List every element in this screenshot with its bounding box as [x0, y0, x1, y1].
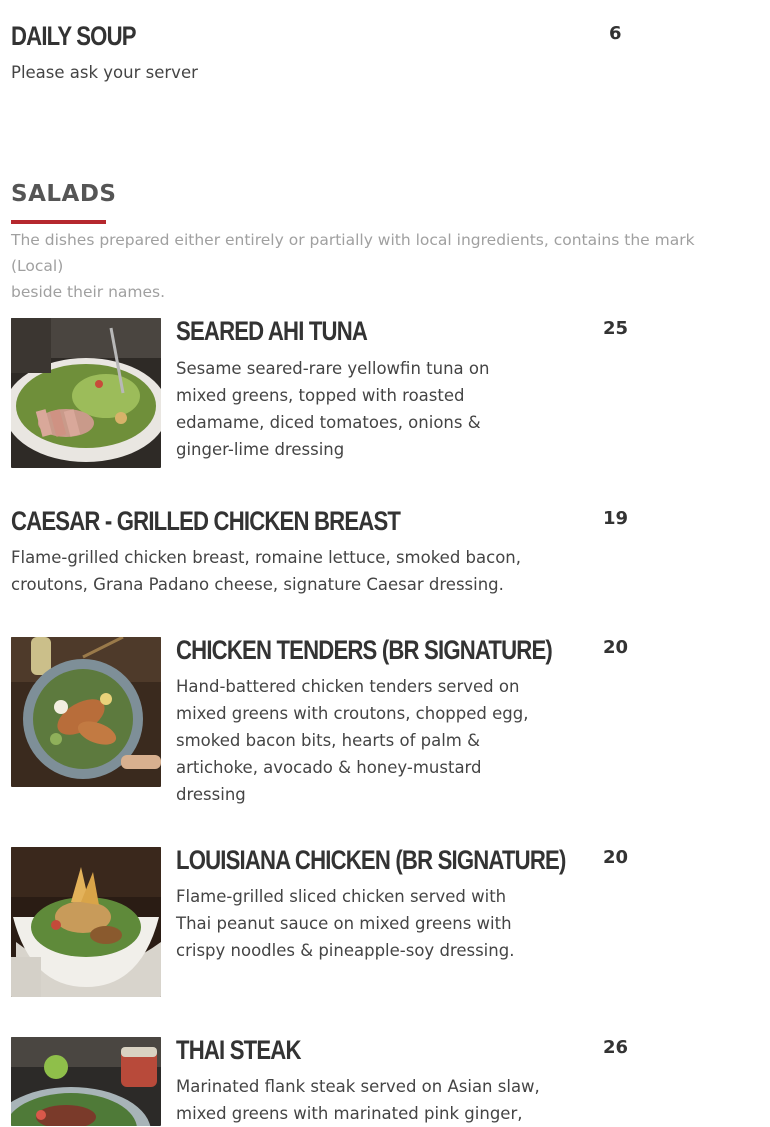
- item-desc: [176, 1073, 556, 1127]
- item-desc: [11, 544, 551, 598]
- desc-line: Marinated flank steak served on Asian slaw,: [176, 1077, 540, 1096]
- chicken-tenders-photo: [11, 637, 161, 787]
- louisiana-chicken-photo: [11, 847, 161, 997]
- daily-soup-price: 6: [609, 23, 622, 44]
- note-line: beside their names.: [11, 283, 166, 301]
- desc-line: Hand-battered chicken tenders served on: [176, 677, 520, 696]
- desc-line: mixed greens, topped with roasted: [176, 386, 465, 405]
- item-price: 20: [603, 847, 629, 868]
- item-price: 25: [603, 318, 629, 339]
- desc-line: mixed greens with croutons, chopped egg,: [176, 704, 529, 723]
- item-title: CHICKEN TENDERS (BR SIGNATURE): [176, 635, 552, 665]
- item-desc: [176, 355, 536, 463]
- desc-line: Flame-grilled chicken breast, romaine lettuce, smoked bacon,: [11, 548, 522, 567]
- desc-line: mixed greens with marinated pink ginger,: [176, 1104, 523, 1123]
- daily-soup-desc: Please ask your server: [11, 63, 198, 82]
- local-ingredients-note: [11, 227, 751, 305]
- desc-line: edamame, diced tomatoes, onions &: [176, 413, 481, 432]
- daily-soup-title: DAILY SOUP: [11, 21, 136, 51]
- desc-line: crispy noodles & pineapple-soy dressing.: [176, 941, 515, 960]
- note-line: The dishes prepared either entirely or partially with local ingredients, contains the mark (Local): [11, 231, 695, 275]
- seared-ahi-tuna-photo: [11, 318, 161, 468]
- item-price: 19: [603, 508, 629, 529]
- section-title-salads: SALADS: [11, 181, 117, 207]
- desc-line: Sesame seared-rare yellowfin tuna on: [176, 359, 490, 378]
- desc-line: smoked bacon bits, hearts of palm &: [176, 731, 480, 750]
- desc-line: Flame-grilled sliced chicken served with: [176, 887, 507, 906]
- item-price: 20: [603, 637, 629, 658]
- item-desc: [176, 673, 556, 808]
- item-title: CAESAR - GRILLED CHICKEN BREAST: [11, 506, 401, 536]
- desc-line: Thai peanut sauce on mixed greens with: [176, 914, 512, 933]
- thai-steak-photo: [11, 1037, 161, 1126]
- item-title: LOUISIANA CHICKEN (BR SIGNATURE): [176, 845, 566, 875]
- desc-line: dressing: [176, 785, 246, 804]
- desc-line: croutons, Grana Padano cheese, signature Caesar dressing.: [11, 575, 504, 594]
- item-title: SEARED AHI TUNA: [176, 316, 368, 346]
- desc-line: ginger-lime dressing: [176, 440, 345, 459]
- desc-line: artichoke, avocado & honey-mustard: [176, 758, 482, 777]
- item-title: THAI STEAK: [176, 1035, 301, 1065]
- item-price: 26: [603, 1037, 629, 1058]
- item-desc: [176, 883, 556, 964]
- section-underline: [11, 220, 106, 224]
